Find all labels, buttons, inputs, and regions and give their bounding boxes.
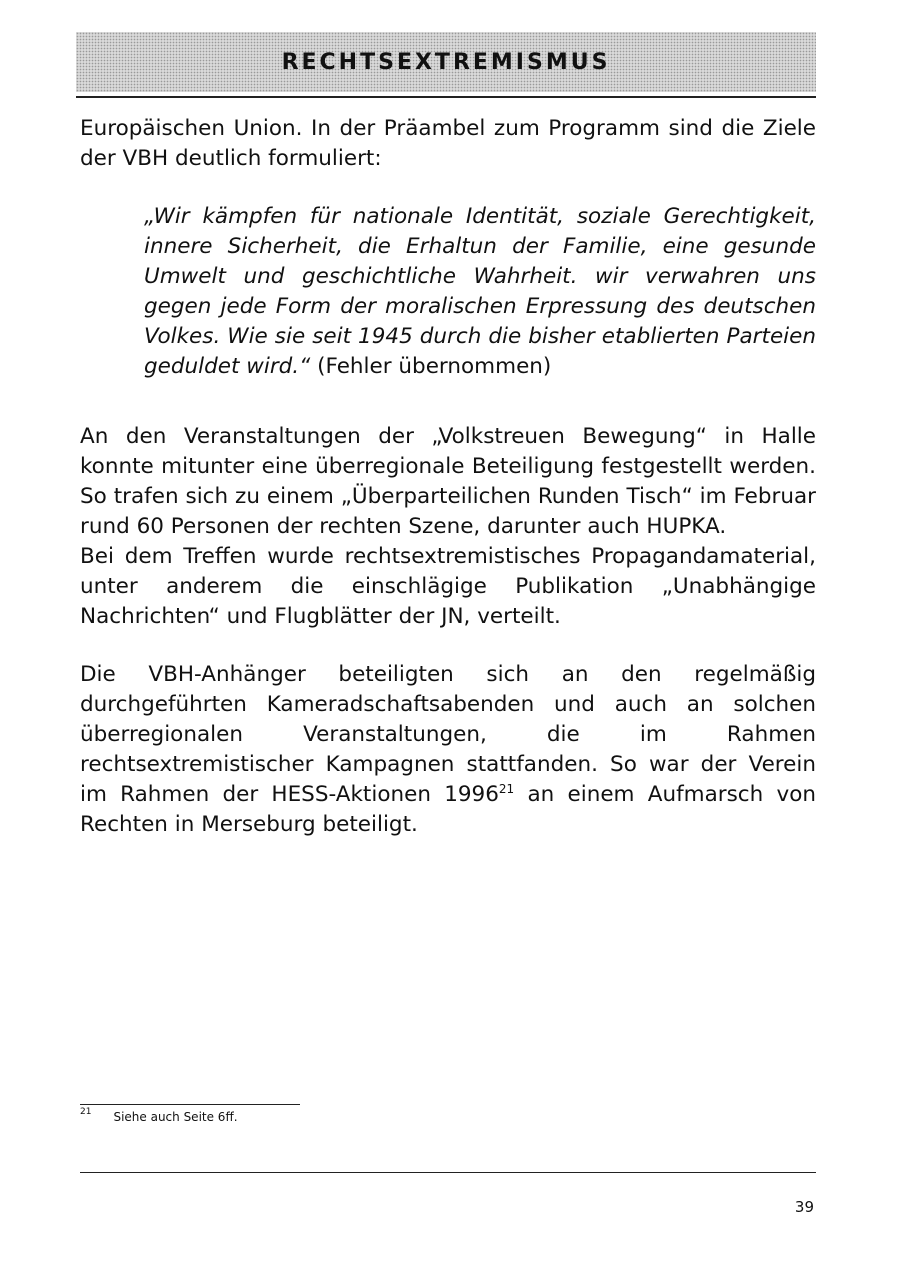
- footnote-number: 21: [80, 1107, 92, 1117]
- page-number: 39: [794, 1198, 814, 1216]
- footnote-reference[interactable]: 21: [498, 781, 515, 796]
- header-divider: [76, 96, 816, 98]
- main-text: [80, 114, 816, 840]
- paragraph-halle: An den Veranstaltungen der „Volkstreuen Bewegung“ in Halle konnte mitunter eine überregionale Beteiligung festgestellt werden. So trafen sich zu einem „Überparteilichen Runden Tisch“ im Februar rund 60 Personen der rechten Szene, darunter auch HUPKA.: [80, 424, 816, 539]
- paragraph-vbh: [80, 660, 816, 840]
- footer-divider: [80, 1172, 816, 1173]
- page-header-title: RECHTSEXTREMISMUS: [281, 49, 611, 75]
- paragraph-vbh-text-before: Die VBH-Anhänger beteiligten sich an den regelmäßig durchgeführten Kameradschaftsabenden und auch an solchen überregionalen Veranstaltungen, die im Rahmen rechtsextremistischer Kampagnen stattfanden. So war der Verein im Rahmen der HESS-Aktionen 1996: [80, 662, 816, 807]
- footnote: [80, 1107, 238, 1124]
- header-banner: [76, 32, 816, 92]
- footnote-text: Siehe auch Seite 6ff.: [113, 1110, 238, 1124]
- quote-note: (Fehler übernommen): [317, 354, 552, 379]
- quote-text: „Wir kämpfen für nationale Identität, soziale Gerechtigkeit, innere Sicherheit, die Erhaltun der Familie, eine gesunde Umwelt und geschichtliche Wahrheit. wir verwahren uns gegen jede Form der moralischen Erpressung des deutschen Volkes. Wie sie seit 1945 durch die bisher etablierten Parteien geduldet wird.“: [144, 204, 816, 379]
- paragraph-meeting: Bei dem Treffen wurde rechtsextremistisches Propagandamaterial, unter anderem die einschlägige Publikation „Unabhängige Nachrichten“ und Flugblätter der JN, verteilt.: [80, 544, 816, 629]
- intro-paragraph: Europäischen Union. In der Präambel zum Programm sind die Ziele der VBH deutlich formuliert:: [80, 116, 816, 171]
- quote-paragraph: [144, 202, 816, 382]
- footnote-divider: [80, 1104, 300, 1105]
- paragraph-vbh-text-after: an einem Aufmarsch von Rechten in Merseburg beteiligt.: [80, 782, 816, 837]
